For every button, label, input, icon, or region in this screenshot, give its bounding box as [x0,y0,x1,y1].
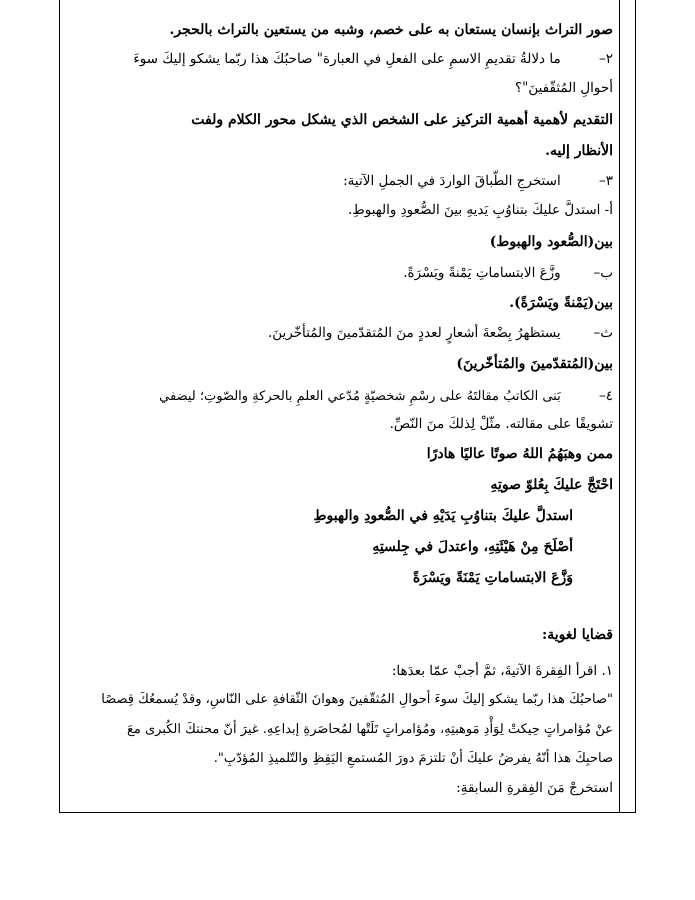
item-b [66,265,613,281]
item-a-answer: بين(الصُّعود والهبوط) [489,234,613,250]
question-2-continuation: أحوالِ المُثقّفينَ"؟ [514,80,613,96]
question-3 [66,173,613,189]
item-b-text: وزَّعَ الابتساماتِ يَمْنةً ويَسْرَةً. [403,265,561,281]
worksheet-content [66,0,613,813]
item-t-number: ث– [593,325,613,341]
answer-2-line-1: التقديم لأهمية أهمية التركيز على الشخص الذي يشكل محور الكلام ولفت [191,112,613,128]
item-b-answer: بين(يَمْنةً ويَسْرَةً). [509,295,613,311]
item-t-text: يستظهرُ بِضْعةَ أشعارٍ لعددٍ منَ المُتقدّمينَ والمُتأخّرينَ. [267,325,561,341]
quote-line-3: صاحبِكَ هذا أنّهُ يفرضُ عليكَ أنْ تلتزمَ دورَ المُستمعِ اليَقِظِ والتّلميذِ المُؤدّبِ". [213,751,613,766]
question-4-text: بَنى الكاتبُ مقالتَهُ على رسْمِ شخصيّةٍ مُدّعي العلمِ بالحركةِ والصّوتِ؛ ليضفي [159,389,561,404]
question-4-continuation: تشويقًا على مقالته. مثّلْ لِذلكَ منَ النّصِّ. [389,416,613,432]
extract-instruction: استخرجْ مَنَ الفِقرةِ السابقةِ: [456,780,613,796]
section-heading: قضايا لغوية: [542,627,613,643]
item-b-number: ب– [593,265,613,281]
item-t [66,325,613,341]
question-3-number: ٣– [598,173,613,189]
margin-column-divider [619,0,620,813]
answer-2-line-2: الأنظار إليه. [545,143,613,159]
paragraph-instruction: ١. اقرأ الفِقرةَ الآتيةَ، ثمَّ أجبْ عمّا بعدَها: [391,663,613,679]
quote-line-1: "صاحبُكَ هذا ربّما يشكو إليكَ سوءَ أحوالِ المُثقّفينَ وهوانَ الثّقافةِ على النّاسِ، وقدْ يُسمعُكَ قِصصًا [101,692,613,707]
item-t-answer: بين(المُتقدّمينَ والمُتأخّرينَ) [456,356,613,372]
question-2-text: ما دلالةُ تقديمِ الاسمِ على الفعلِ في العبارة" صاحبُكَ هذا ربّما يشكو إليكَ سوءَ [133,51,561,67]
example-2: احْتَجَّ عليكَ بِعُلوّ صوتِهِ [490,477,613,493]
question-3-text: استخرجِ الطّباقَ الواردَ في الجملِ الآتية: [343,173,561,189]
question-4-number: ٤– [598,388,613,404]
example-5: وَزَّعَ الابتساماتِ يَمْنَةً ويَسْرَةً [412,570,573,586]
example-3: استدلَّ عليكَ بتناوُبِ يَدَيْهِ في الصُّعودِ والهبوطِ [313,508,573,524]
line-heritage-image: صور التراث بإنسان يستعان به على خصم، وشبه من يستعين بالتراث بالحجر. [169,22,613,38]
example-4: أصْلَحَ مِنْ هَيْئَتِهِ، واعتدلَ في جِلستِهِ [372,539,573,555]
quote-line-2: عنْ مُؤامراتٍ حِيكتْ لِوَأْدِ مَوهبتِهِ، ومُؤامراتٍ تَلَتْها لمُحاصَرةِ إبداعِهِ. غيرَ أنّ محنتكَ الكُبرى معَ [126,722,613,737]
question-4 [66,388,613,404]
item-a-text: أ- استدلَّ عليكَ بتناوُبِ يَديهِ بينَ الصُّعودِ والهبوطِ. [347,202,613,218]
question-2-number: ٢– [598,51,613,67]
question-2 [66,51,613,67]
example-1: ممن وهبَهُمُ اللهُ صوتًا عاليًا هادرًا [426,446,613,462]
